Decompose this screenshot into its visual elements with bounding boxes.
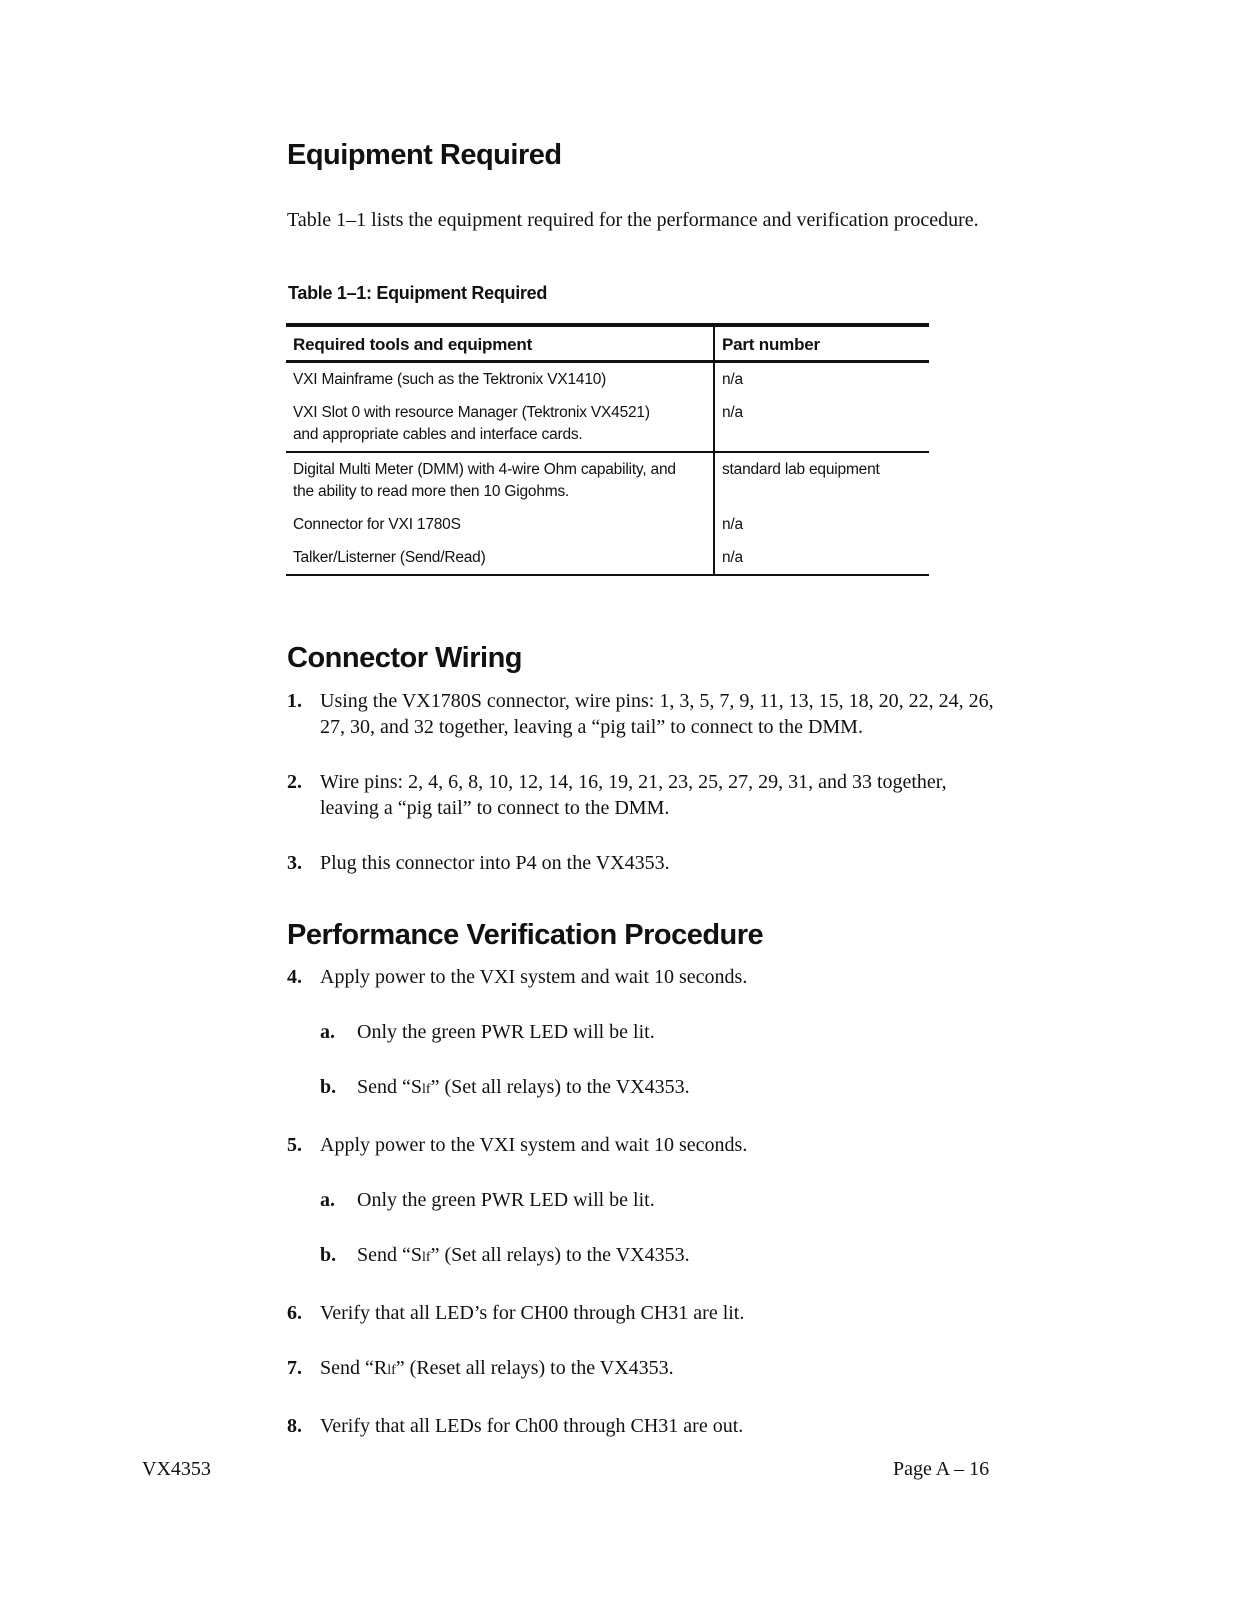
list-item (320, 1242, 747, 1271)
column-header-tools: Required tools and equipment (286, 325, 714, 362)
table-row (286, 362, 929, 397)
wiring-steps-list (287, 688, 994, 876)
list-item (287, 1355, 747, 1384)
list-item (287, 850, 994, 876)
step-number: 3. (287, 852, 302, 874)
table-cell-item-line: and appropriate cables and interface cards. (293, 426, 583, 443)
table-cell-item: Talker/Listerner (Send/Read) (286, 541, 714, 575)
step-text: Verify that all LED’s for CH00 through CH31 are lit. (320, 1302, 745, 1324)
table-header-row (286, 325, 929, 362)
step-number: 8. (287, 1415, 302, 1437)
substep-code: lf (422, 1250, 431, 1265)
step-text: Plug this connector into P4 on the VX4353. (320, 852, 670, 874)
step-text-suffix: ” (Reset all relays) to the VX4353. (395, 1357, 674, 1379)
step-number: 2. (287, 771, 302, 793)
table-cell-item (286, 396, 714, 452)
step-number: 4. (287, 966, 302, 988)
step-text: Verify that all LEDs for Ch00 through CH31 are out. (320, 1415, 744, 1437)
table-row (286, 541, 929, 575)
substep-code: lf (422, 1082, 431, 1097)
substep-text-suffix: ” (Set all relays) to the VX4353. (430, 1244, 690, 1266)
table-cell-item-line: the ability to read more then 10 Gigohms. (293, 483, 570, 500)
list-item (287, 964, 747, 1103)
table-cell-part: n/a (722, 516, 743, 533)
section-title-wiring: Connector Wiring (287, 642, 523, 674)
list-item (287, 1300, 747, 1326)
substep-text: Only the green PWR LED will be lit. (357, 1021, 655, 1043)
list-item (320, 1187, 747, 1213)
step-text: 27, 30, and 32 together, leaving a “pig tail” to connect to the DMM. (320, 716, 863, 738)
equipment-intro: Table 1–1 lists the equipment required for the performance and verification procedure. (287, 209, 979, 231)
step-text: Apply power to the VXI system and wait 10 seconds. (320, 1134, 748, 1156)
step-number: 6. (287, 1302, 302, 1324)
equipment-table (286, 323, 929, 576)
section-title-performance: Performance Verification Procedure (287, 919, 764, 951)
table-cell-item: Connector for VXI 1780S (286, 508, 714, 541)
procedure-steps-list (287, 964, 747, 1439)
step-number: 5. (287, 1134, 302, 1156)
footer-page-number: Page A – 16 (893, 1458, 990, 1480)
substep-letter: b. (320, 1076, 337, 1098)
list-item (287, 688, 994, 740)
step-text: Apply power to the VXI system and wait 10 seconds. (320, 966, 748, 988)
table-cell-part: n/a (714, 396, 929, 452)
table-cell-part: n/a (722, 371, 743, 388)
step-number: 7. (287, 1357, 302, 1379)
list-item (287, 1413, 747, 1439)
step-text: leaving a “pig tail” to connect to the DMM. (320, 797, 670, 819)
step-text-prefix: Send “R (320, 1357, 388, 1379)
table-cell-part: n/a (714, 541, 929, 575)
substep-text-prefix: Send “S (357, 1076, 422, 1098)
step-code: lf (387, 1363, 396, 1378)
substeps-list (320, 1019, 747, 1103)
step-text: Wire pins: 2, 4, 6, 8, 10, 12, 14, 16, 19, 21, 23, 25, 27, 29, 31, and 33 together, (320, 771, 947, 793)
substep-letter: a. (320, 1021, 335, 1043)
substep-text-suffix: ” (Set all relays) to the VX4353. (430, 1076, 690, 1098)
substep-text: Only the green PWR LED will be lit. (357, 1189, 655, 1211)
column-header-part-number: Part number (714, 325, 929, 362)
list-item (287, 769, 994, 821)
table-cell-item-line: Digital Multi Meter (DMM) with 4-wire Ohm capability, and (293, 461, 676, 478)
footer-product-name: VX4353 (142, 1458, 211, 1480)
substeps-list (320, 1187, 747, 1271)
step-number: 1. (287, 690, 302, 712)
table-row (286, 396, 929, 452)
table-cell-item: VXI Mainframe (such as the Tektronix VX1410) (286, 362, 714, 397)
substep-text-prefix: Send “S (357, 1244, 422, 1266)
list-item (287, 1132, 747, 1271)
table-cell-item-line: VXI Slot 0 with resource Manager (Tektronix VX4521) (293, 404, 650, 421)
step-text: Using the VX1780S connector, wire pins: 1, 3, 5, 7, 9, 11, 13, 15, 18, 20, 22, 24, 26, (320, 690, 994, 712)
list-item (320, 1074, 747, 1103)
list-item (320, 1019, 747, 1045)
table-cell-item (286, 452, 714, 508)
table-row (286, 452, 929, 508)
substep-letter: a. (320, 1189, 335, 1211)
section-title-equipment: Equipment Required (287, 139, 562, 171)
table-row (286, 508, 929, 541)
table-caption: Table 1–1: Equipment Required (288, 283, 548, 303)
substep-letter: b. (320, 1244, 337, 1266)
table-cell-part: standard lab equipment (722, 461, 880, 478)
